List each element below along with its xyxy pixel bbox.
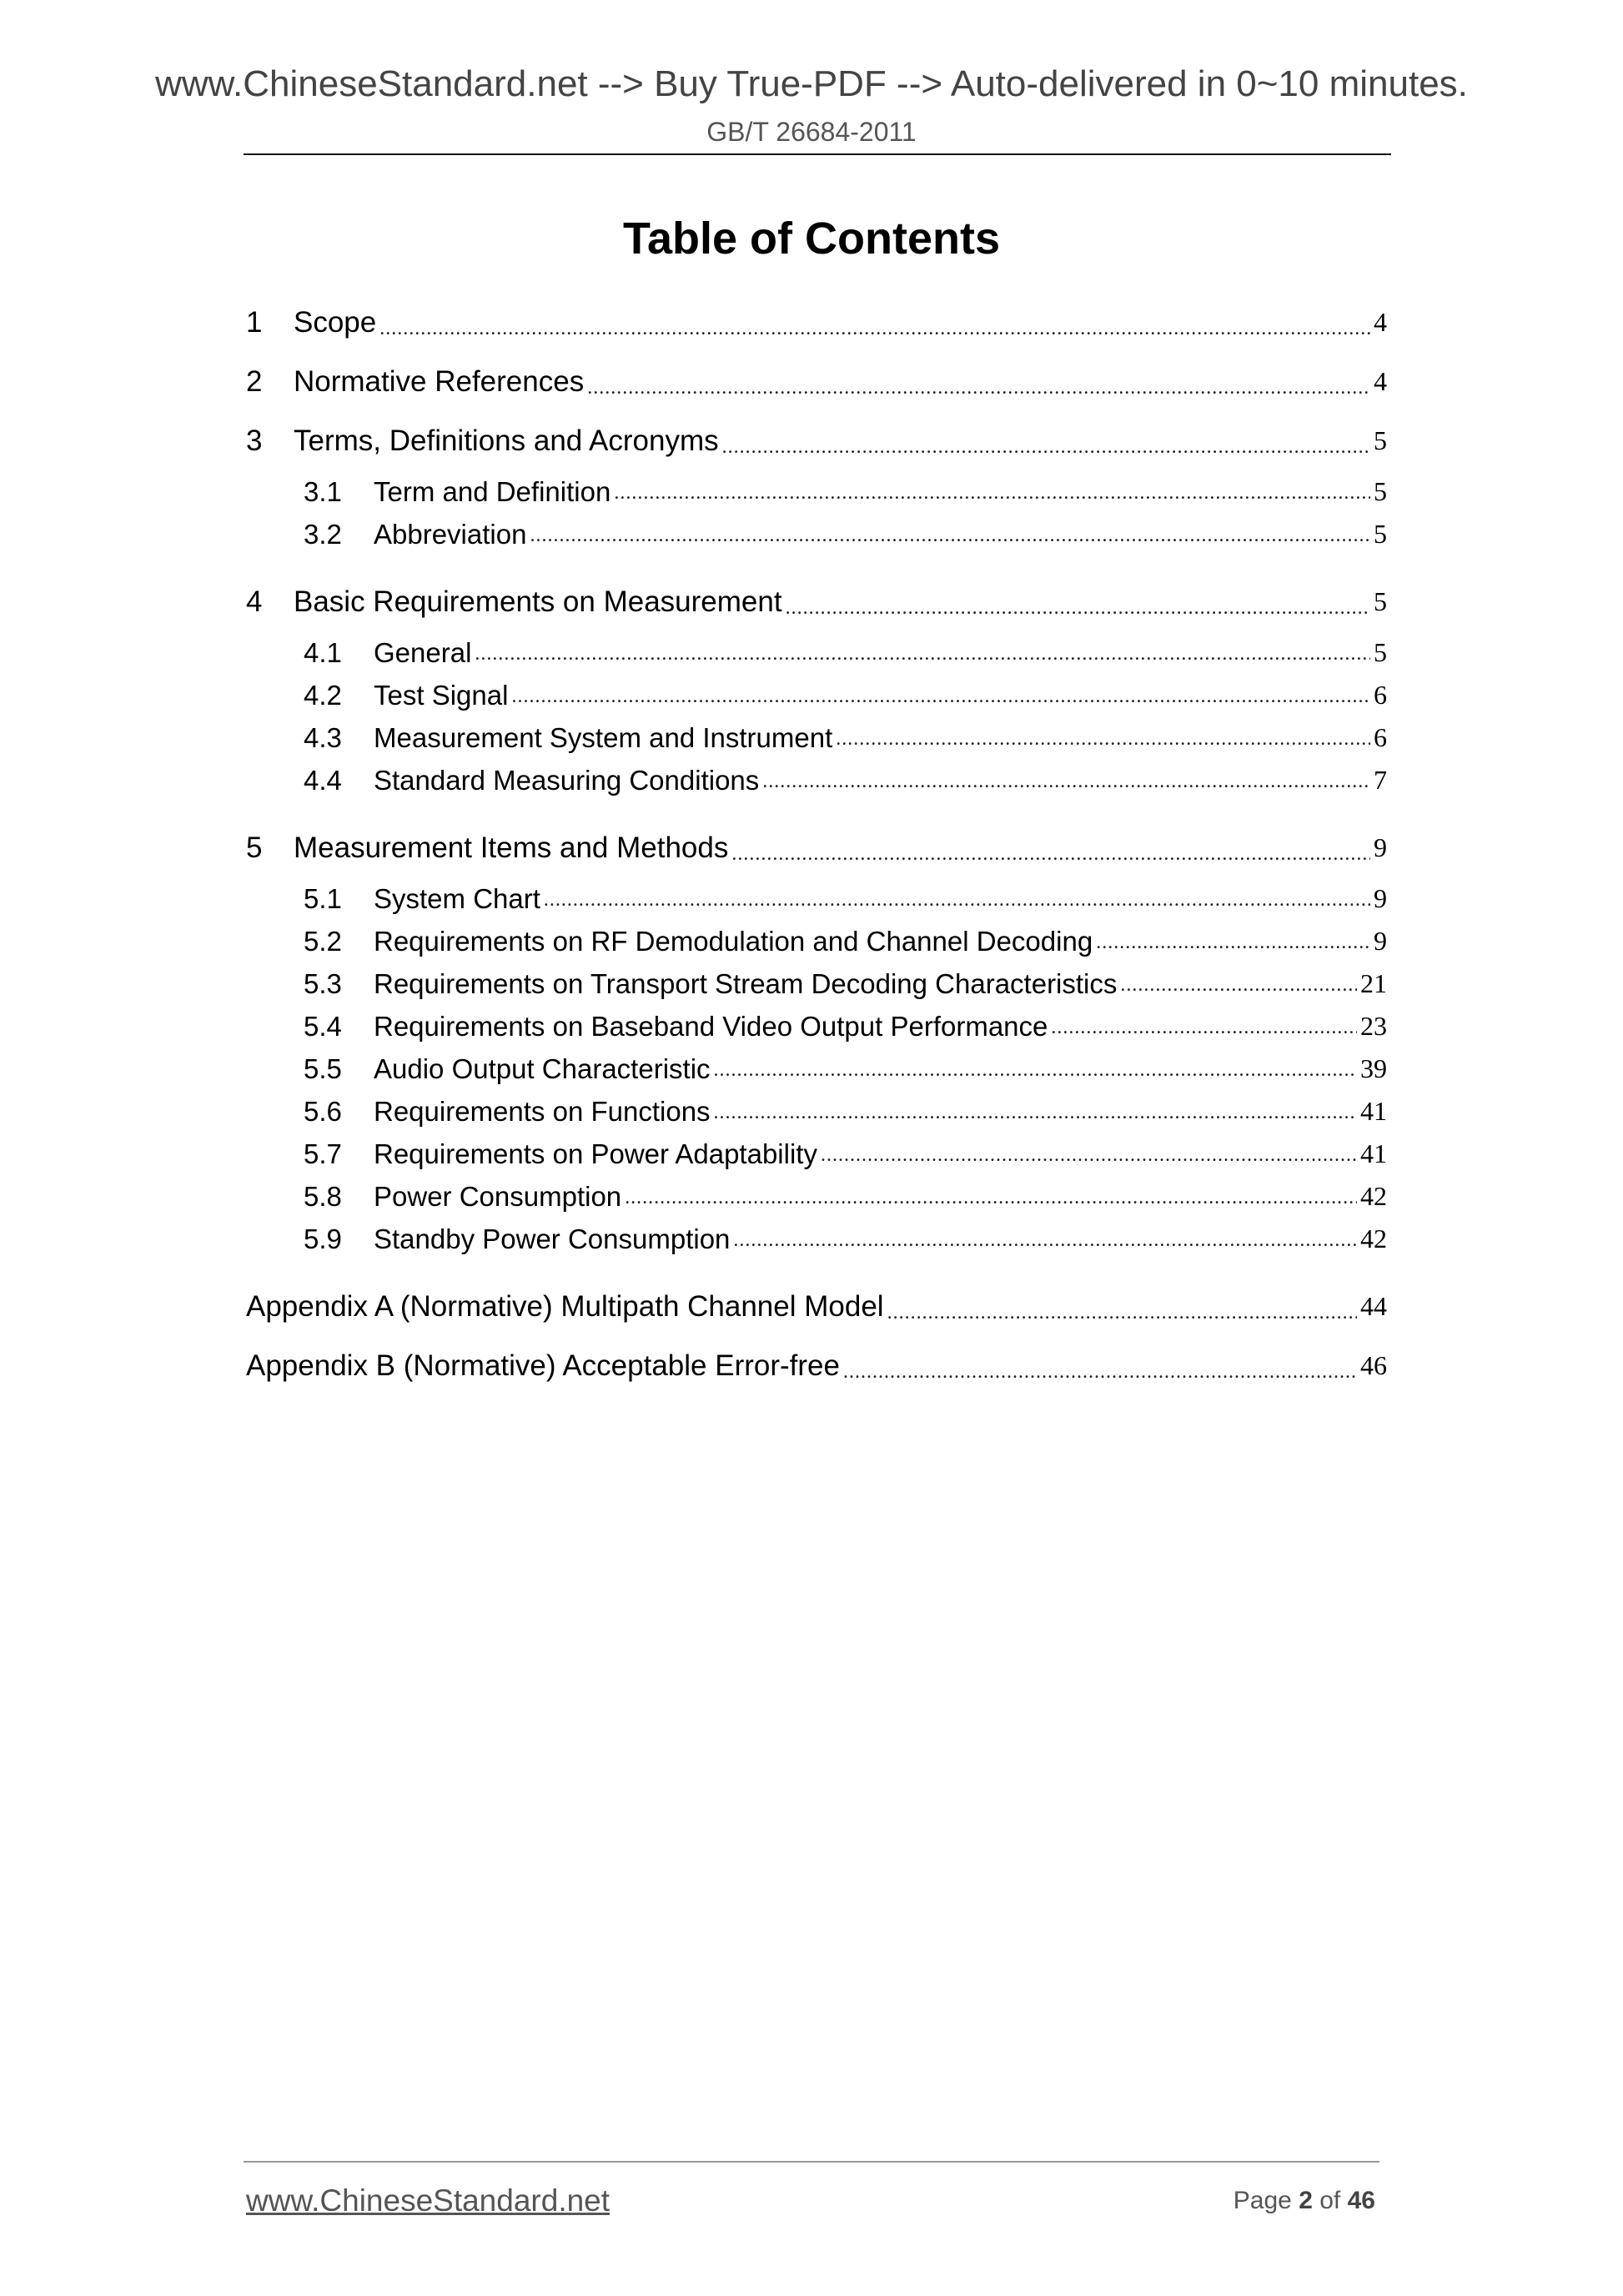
toc-entry[interactable] — [246, 1090, 1387, 1133]
toc-entry-number: 2 — [246, 364, 263, 398]
toc-entry-number: 4.3 — [304, 721, 342, 753]
toc-entry-title: Measurement System and Instrument — [374, 721, 833, 753]
dot-leader — [614, 482, 1370, 513]
toc-entry[interactable] — [246, 877, 1387, 920]
toc-entry-page: 23 — [1360, 1011, 1387, 1041]
toc-entry[interactable] — [246, 1048, 1387, 1090]
toc-entry[interactable] — [246, 920, 1387, 962]
toc-entry-page: 6 — [1374, 722, 1387, 752]
dot-leader — [714, 1102, 1357, 1133]
toc-entry[interactable] — [246, 818, 1387, 877]
toc-entry-title: Terms, Definitions and Acronyms — [294, 424, 719, 457]
toc-entry-number: 5.1 — [304, 882, 342, 914]
toc-entry-number: 4.4 — [304, 764, 342, 796]
toc-entry-title: Test Signal — [374, 679, 509, 711]
toc-entry-page: 44 — [1360, 1291, 1387, 1321]
toc-entry[interactable] — [246, 1133, 1387, 1175]
dot-leader — [843, 1361, 1357, 1395]
toc-entry-page: 6 — [1374, 680, 1387, 710]
toc-entry[interactable] — [246, 716, 1387, 759]
toc-entry-title: Requirements on RF Demodulation and Channel Decoding — [374, 925, 1093, 957]
toc-entry-number: 4.2 — [304, 679, 342, 711]
current-page: 2 — [1299, 2187, 1313, 2214]
toc-entry-title: Abbreviation — [374, 518, 527, 550]
toc-entry-number: 5.3 — [304, 967, 342, 999]
toc-entry[interactable] — [246, 1277, 1387, 1336]
toc-entry-title: Term and Definition — [374, 475, 611, 507]
dot-leader — [1120, 974, 1357, 1005]
toc-entry-title: Standard Measuring Conditions — [374, 764, 760, 796]
page-prefix: Page — [1233, 2187, 1292, 2214]
toc-entry-number: 3.2 — [304, 518, 342, 550]
toc-entry-title: Appendix A (Normative) Multipath Channel Model — [246, 1289, 884, 1323]
dot-leader — [530, 525, 1370, 555]
toc-entry-title: Basic Requirements on Measurement — [294, 585, 782, 618]
toc-entry-page: 4 — [1374, 366, 1387, 396]
dot-leader — [625, 1187, 1357, 1218]
toc-entry-number: 4 — [246, 585, 263, 618]
toc-entry-title: Appendix B (Normative) Acceptable Error-free — [246, 1349, 840, 1382]
toc-entry-page: 7 — [1374, 765, 1387, 795]
toc-entry-number: 5 — [246, 831, 263, 864]
toc-entry-number: 1 — [246, 305, 263, 339]
toc-entry-title: Requirements on Transport Stream Decoding Characteristics — [374, 967, 1118, 999]
toc-entry-page: 42 — [1360, 1223, 1387, 1254]
toc-entry[interactable] — [246, 513, 1387, 555]
toc-entry-number: 5.4 — [304, 1010, 342, 1042]
toc-entry-page: 5 — [1374, 586, 1387, 616]
toc-entry-page: 39 — [1360, 1053, 1387, 1083]
toc-entry[interactable] — [246, 352, 1387, 411]
toc-entry-title: Requirements on Baseband Video Output Performance — [374, 1010, 1048, 1042]
toc-entry[interactable] — [246, 1175, 1387, 1218]
standard-id: GB/T 26684-2011 — [706, 117, 917, 147]
toc-entry-page: 5 — [1374, 425, 1387, 455]
toc-entry-page: 41 — [1360, 1138, 1387, 1168]
dot-leader — [544, 889, 1370, 920]
toc-entry[interactable] — [246, 1218, 1387, 1260]
toc-entry-title: Standby Power Consumption — [374, 1223, 731, 1254]
toc-entry-number: 5.9 — [304, 1223, 342, 1254]
header-banner: www.ChineseStandard.net --> Buy True-PDF --> Auto-delivered in 0~10 minutes. — [155, 63, 1468, 104]
dot-leader — [731, 843, 1370, 877]
toc-entry-title: Measurement Items and Methods — [294, 831, 729, 864]
toc-entry-title: Requirements on Power Adaptability — [374, 1138, 817, 1169]
toc-entry[interactable] — [246, 1005, 1387, 1048]
toc-entry-title: Requirements on Functions — [374, 1095, 711, 1127]
dot-leader — [511, 686, 1370, 716]
footer-rule — [244, 2161, 1379, 2163]
toc-entry-title: General — [374, 636, 472, 668]
page-of: of — [1319, 2187, 1341, 2214]
toc-entry-page: 5 — [1374, 519, 1387, 549]
toc-entry[interactable] — [246, 470, 1387, 513]
dot-leader — [379, 318, 1370, 352]
toc-entry-number: 5.7 — [304, 1138, 342, 1169]
toc-entry[interactable] — [246, 572, 1387, 631]
toc-entry-number: 5.5 — [304, 1053, 342, 1084]
toc-entry-number: 5.8 — [304, 1180, 342, 1212]
dot-leader — [887, 1302, 1357, 1336]
toc-entry-title: Power Consumption — [374, 1180, 622, 1212]
toc-entry-title: Scope — [294, 305, 377, 339]
toc-entry[interactable] — [246, 759, 1387, 801]
dot-leader — [1051, 1017, 1357, 1048]
toc-entry-number: 3.1 — [304, 475, 342, 507]
dot-leader — [836, 728, 1370, 759]
toc-entry-title: Audio Output Characteristic — [374, 1053, 711, 1084]
dot-leader — [722, 436, 1370, 470]
toc-entry-page: 9 — [1374, 832, 1387, 862]
header-rule — [244, 153, 1391, 155]
toc-entry-title: Normative References — [294, 364, 585, 398]
toc-entry-page: 9 — [1374, 883, 1387, 913]
toc-entry-page: 9 — [1374, 926, 1387, 956]
toc-entry[interactable] — [246, 293, 1387, 352]
toc-entry[interactable] — [246, 1336, 1387, 1395]
toc-entry-page: 42 — [1360, 1181, 1387, 1211]
toc-entry-page: 21 — [1360, 968, 1387, 998]
toc-entry[interactable] — [246, 674, 1387, 716]
dot-leader — [475, 643, 1370, 674]
toc-entry-number: 3 — [246, 424, 263, 457]
total-pages: 46 — [1347, 2187, 1375, 2214]
toc-entry[interactable] — [246, 962, 1387, 1005]
dot-leader — [1096, 932, 1370, 962]
toc-entry-page: 46 — [1360, 1350, 1387, 1380]
dot-leader — [587, 377, 1370, 411]
dot-leader — [714, 1059, 1357, 1090]
toc-entry[interactable] — [246, 631, 1387, 674]
dot-leader — [786, 597, 1370, 631]
toc-entry-page: 4 — [1374, 307, 1387, 337]
page-title: Table of Contents — [623, 214, 1000, 264]
footer-website-link[interactable]: www.ChineseStandard.net — [246, 2183, 611, 2218]
toc-entry-page: 41 — [1360, 1096, 1387, 1126]
dot-leader — [733, 1229, 1357, 1260]
dot-leader — [821, 1144, 1357, 1175]
toc-entry-number: 4.1 — [304, 636, 342, 668]
dot-leader — [762, 771, 1370, 801]
toc-entry-title: System Chart — [374, 882, 540, 914]
toc-entry-page: 5 — [1374, 476, 1387, 506]
toc-entry-page: 5 — [1374, 637, 1387, 667]
table-of-contents — [246, 293, 1387, 1395]
toc-entry-number: 5.6 — [304, 1095, 342, 1127]
toc-entry[interactable] — [246, 411, 1387, 470]
page-indicator — [1234, 2187, 1375, 2215]
toc-entry-number: 5.2 — [304, 925, 342, 957]
